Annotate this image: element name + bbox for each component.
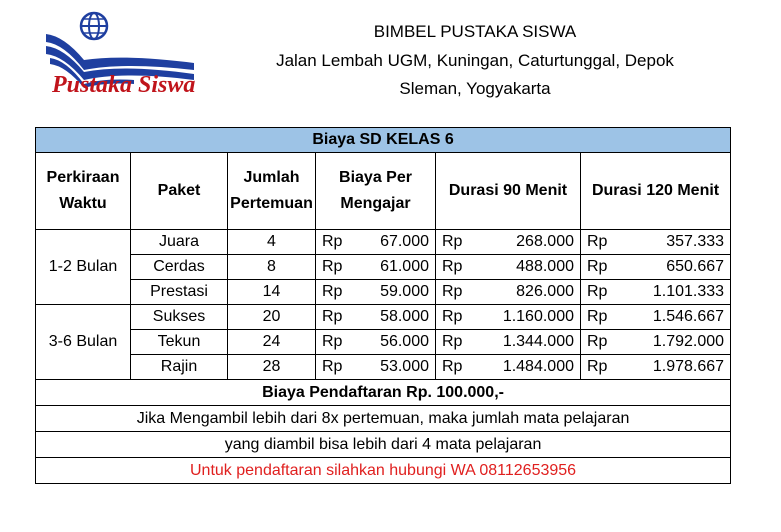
d120-cell: [581, 330, 731, 355]
currency-label: Rp: [322, 258, 343, 275]
d120-cell: [581, 280, 731, 305]
currency-label: Rp: [442, 283, 463, 300]
d120-value: 1.978.667: [652, 358, 725, 375]
currency-label: Rp: [587, 233, 608, 250]
jumlah-cell: 4: [228, 230, 316, 255]
biaya-value: 53.000: [380, 358, 429, 375]
currency-label: Rp: [587, 333, 608, 350]
currency-label: Rp: [442, 258, 463, 275]
currency-label: Rp: [322, 233, 343, 250]
header-durasi-120: Durasi 120 Menit: [581, 153, 731, 230]
header-durasi-90: Durasi 90 Menit: [436, 153, 581, 230]
d120-cell: [581, 355, 731, 380]
paket-cell: Rajin: [131, 355, 228, 380]
d90-cell: [436, 330, 581, 355]
paket-cell: Juara: [131, 230, 228, 255]
header-paket: Paket: [131, 153, 228, 230]
contact-line: Untuk pendaftaran silahkan hubungi WA 08112653956: [36, 458, 731, 484]
d90-value: 1.344.000: [502, 333, 574, 350]
paket-cell: Cerdas: [131, 255, 228, 280]
currency-label: Rp: [322, 283, 343, 300]
paket-cell: Sukses: [131, 305, 228, 330]
jumlah-cell: 8: [228, 255, 316, 280]
d90-value: 1.160.000: [502, 308, 574, 325]
jumlah-cell: 24: [228, 330, 316, 355]
d90-cell: [436, 255, 581, 280]
d90-cell: [436, 305, 581, 330]
currency-label: Rp: [322, 358, 343, 375]
currency-label: Rp: [442, 333, 463, 350]
table-row: [36, 330, 731, 355]
d90-value: 268.000: [516, 233, 574, 250]
biaya-value: 56.000: [380, 333, 429, 350]
biaya-value: 58.000: [380, 308, 429, 325]
currency-label: Rp: [442, 358, 463, 375]
d120-value: 1.792.000: [652, 333, 725, 350]
address-line-1: Jalan Lembah UGM, Kuningan, Caturtunggal, Depok: [276, 51, 674, 70]
currency-label: Rp: [442, 233, 463, 250]
biaya-cell: [316, 255, 436, 280]
jumlah-cell: 14: [228, 280, 316, 305]
currency-label: Rp: [442, 308, 463, 325]
biaya-cell: [316, 305, 436, 330]
paket-cell: Tekun: [131, 330, 228, 355]
jumlah-cell: 28: [228, 355, 316, 380]
table-row: [36, 305, 731, 330]
group-label: 3-6 Bulan: [36, 305, 131, 380]
header-jumlah-pertemuan: Jumlah Pertemuan: [228, 153, 316, 230]
table-row: [36, 355, 731, 380]
org-name: BIMBEL PUSTAKA SISWA: [373, 22, 577, 41]
table-title: Biaya SD KELAS 6: [36, 128, 731, 153]
d120-value: 650.667: [666, 258, 725, 275]
biaya-cell: [316, 280, 436, 305]
currency-label: Rp: [587, 258, 608, 275]
d120-cell: [581, 255, 731, 280]
biaya-value: 59.000: [380, 283, 429, 300]
biaya-value: 61.000: [380, 258, 429, 275]
d120-value: 1.546.667: [652, 308, 725, 325]
currency-label: Rp: [587, 358, 608, 375]
currency-label: Rp: [322, 333, 343, 350]
d90-value: 488.000: [516, 258, 574, 275]
currency-label: Rp: [587, 308, 608, 325]
d90-cell: [436, 355, 581, 380]
address-line-2: Sleman, Yogyakarta: [399, 79, 551, 98]
d90-cell: [436, 230, 581, 255]
note-line-1: Jika Mengambil lebih dari 8x pertemuan, maka jumlah mata pelajaran: [36, 406, 731, 432]
table-row: [36, 255, 731, 280]
biaya-cell: [316, 355, 436, 380]
d120-cell: [581, 305, 731, 330]
table-row: [36, 280, 731, 305]
d120-value: 1.101.333: [652, 283, 725, 300]
biaya-cell: [316, 330, 436, 355]
currency-label: Rp: [322, 308, 343, 325]
biaya-cell: [316, 230, 436, 255]
d120-cell: [581, 230, 731, 255]
biaya-value: 67.000: [380, 233, 429, 250]
d90-value: 826.000: [516, 283, 574, 300]
d120-value: 357.333: [666, 233, 725, 250]
d90-cell: [436, 280, 581, 305]
table-row: [36, 230, 731, 255]
d90-value: 1.484.000: [502, 358, 574, 375]
price-table: [35, 127, 731, 484]
registration-fee: Biaya Pendaftaran Rp. 100.000,-: [36, 380, 731, 406]
currency-label: Rp: [587, 283, 608, 300]
group-label: 1-2 Bulan: [36, 230, 131, 305]
jumlah-cell: 20: [228, 305, 316, 330]
paket-cell: Prestasi: [131, 280, 228, 305]
note-line-2: yang diambil bisa lebih dari 4 mata pelajaran: [36, 432, 731, 458]
header-biaya-per-mengajar: Biaya Per Mengajar: [316, 153, 436, 230]
header-perkiraan-waktu: Perkiraan Waktu: [36, 153, 131, 230]
logo-text: Pustaka Siswa: [52, 72, 196, 98]
